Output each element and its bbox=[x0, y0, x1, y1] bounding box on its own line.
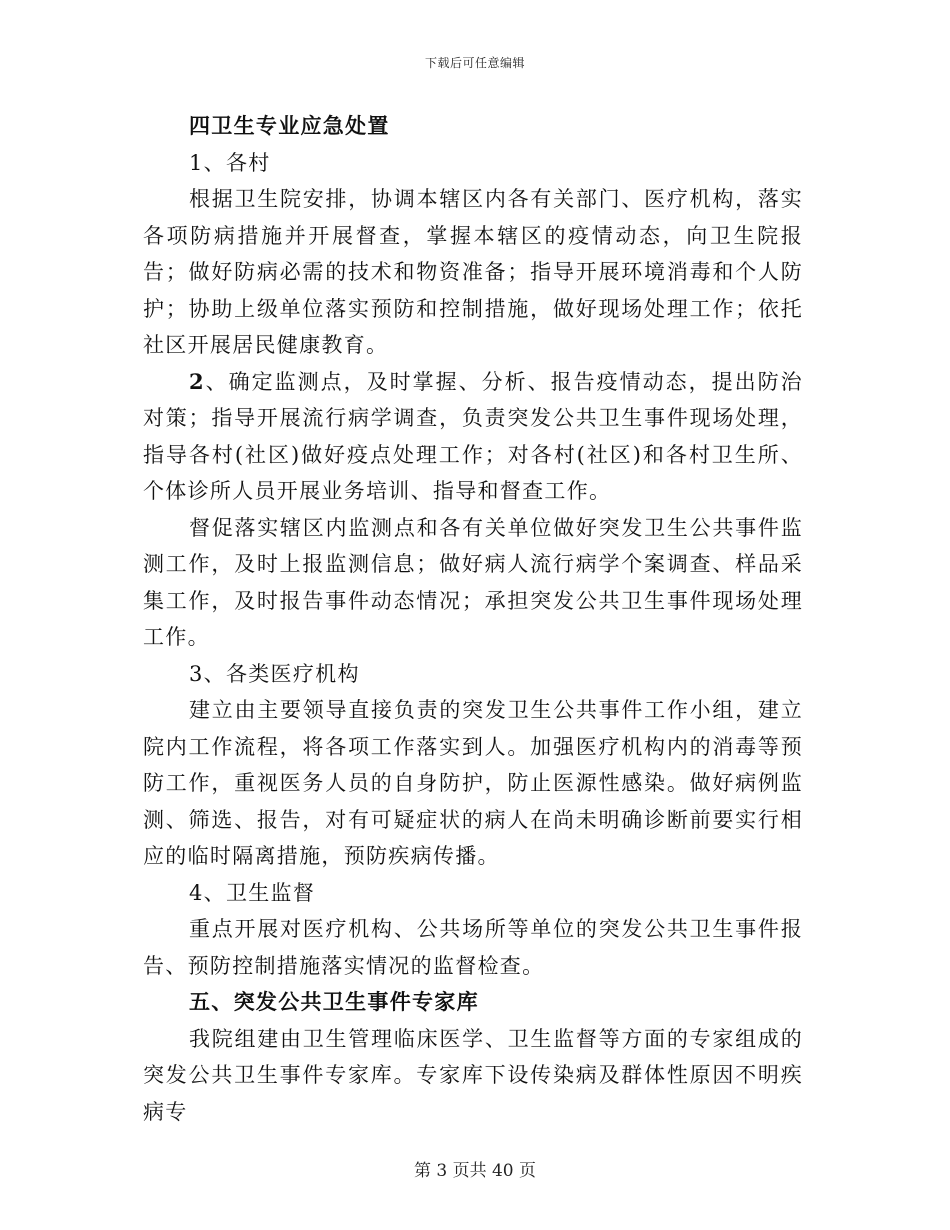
section-5-title: 五、突发公共卫生事件专家库 bbox=[189, 989, 479, 1014]
item-4-title: 4、卫生监督 bbox=[189, 880, 316, 905]
section-5-paragraph: 我院组建由卫生管理临床医学、卫生监督等方面的专家组成的突发公共卫生事件专家库。专家库下设传染病及群体性原因不明疾病专 bbox=[143, 1026, 803, 1124]
item-3-title: 3、各类医疗机构 bbox=[189, 661, 360, 686]
item-1-title: 1、各村 bbox=[189, 150, 271, 175]
page-header: 下载后可任意编辑 bbox=[424, 56, 525, 70]
item-1-paragraph: 根据卫生院安排，协调本辖区内各有关部门、医疗机构，落实各项防病措施并开展督查，掌握本辖区的疫情动态，向卫生院报告；做好防病必需的技术和物资准备；指导开展环境消毒和个人防护；协助上级单位落实预防和控制措施，做好现场处理工作；依托社区开展居民健康教育。 bbox=[143, 187, 803, 357]
item-2-text: 、确定监测点，及时掌握、分析、报告疫情动态，提出防治对策；指导开展流行病学调查，负责突发公共卫生事件现场处理，指导各村(社区)做好疫点处理工作；对各村(社区)和各村卫生所、个体诊所人员开展业务培训、指导和督查工作。 bbox=[143, 369, 803, 503]
item-2-extra-paragraph: 督促落实辖区内监测点和各有关单位做好突发卫生公共事件监测工作，及时上报监测信息；做好病人流行病学个案调查、样品采集工作，及时报告事件动态情况；承担突发公共卫生事件现场处理工作。 bbox=[143, 515, 803, 649]
page-footer: 第 3 页共 40 页 bbox=[413, 1161, 537, 1181]
item-4-paragraph: 重点开展对医疗机构、公共场所等单位的突发公共卫生事件报告、预防控制措施落实情况的监督检查。 bbox=[143, 917, 803, 978]
document-body bbox=[143, 108, 803, 1130]
item-2-number: 2 bbox=[189, 368, 205, 394]
item-3-paragraph: 建立由主要领导直接负责的突发卫生公共事件工作小组，建立院内工作流程，将各项工作落实到人。加强医疗机构内的消毒等预防工作，重视医务人员的自身防护，防止医源性感染。做好病例监测、筛选、报告，对有可疑症状的病人在尚未明确诊断前要实行相应的临时隔离措施，预防疾病传播。 bbox=[143, 698, 803, 868]
item-2-paragraph bbox=[143, 364, 803, 510]
section-4-title: 四卫生专业应急处置 bbox=[189, 113, 390, 138]
